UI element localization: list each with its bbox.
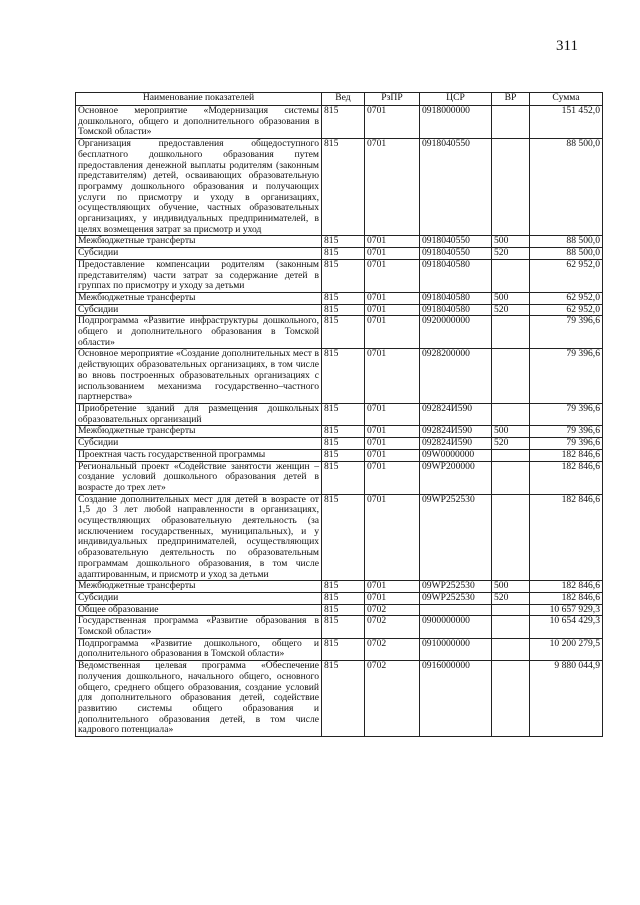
cell-rzpr: 0701: [365, 438, 420, 450]
cell-csr: 092824И590: [420, 438, 492, 450]
table-row: [76, 403, 603, 425]
cell-csr: 0918000000: [420, 106, 492, 139]
cell-csr: 0918040550: [420, 139, 492, 236]
cell-rzpr: 0702: [365, 616, 420, 638]
cell-sum: 182 846,6: [530, 494, 603, 581]
cell-name: Создание дополнительных мест для детей в возрасте от 1,5 до 3 лет любой направленности в организациях, осуществляющих образовательную деятельность (за исключением государственных, муниципальных), и у индивидуальных предпринимателей, осуществляющих образовательную деятельность по образовательным программам дошкольного образования, в том числе адаптированным, и присмотр и уход за детьми: [76, 494, 322, 581]
cell-rzpr: 0701: [365, 106, 420, 139]
table-row: [76, 604, 603, 616]
table-row: [76, 638, 603, 660]
table-header: [76, 93, 603, 106]
cell-rzpr: 0701: [365, 304, 420, 316]
cell-sum: 79 396,6: [530, 403, 603, 425]
cell-name: Субсидии: [76, 592, 322, 604]
cell-csr: 09WP252530: [420, 494, 492, 581]
cell-csr: 0900000000: [420, 616, 492, 638]
table-row: [76, 438, 603, 450]
cell-name: Субсидии: [76, 304, 322, 316]
cell-sum: 182 846,6: [530, 449, 603, 461]
cell-vr: [492, 316, 530, 349]
cell-ved: 815: [322, 449, 365, 461]
cell-ved: 815: [322, 304, 365, 316]
cell-ved: 815: [322, 106, 365, 139]
cell-csr: 0918040550: [420, 248, 492, 260]
cell-name: Межбюджетные трансферты: [76, 581, 322, 593]
cell-sum: 79 396,6: [530, 349, 603, 404]
cell-name: Подпрограмма «Развитие инфраструктуры дошкольного, общего и дополнительного образования в Томской области»: [76, 316, 322, 349]
cell-sum: 79 396,6: [530, 438, 603, 450]
cell-rzpr: 0701: [365, 426, 420, 438]
cell-rzpr: 0701: [365, 259, 420, 292]
cell-ved: 815: [322, 581, 365, 593]
cell-vr: 520: [492, 438, 530, 450]
header-csr: ЦСР: [420, 93, 492, 106]
table-body: [76, 106, 603, 737]
budget-table: [75, 92, 603, 737]
cell-vr: [492, 449, 530, 461]
cell-name: Межбюджетные трансферты: [76, 292, 322, 304]
cell-ved: 815: [322, 316, 365, 349]
cell-sum: 151 452,0: [530, 106, 603, 139]
cell-vr: [492, 661, 530, 737]
cell-csr: 0918040580: [420, 304, 492, 316]
cell-vr: [492, 494, 530, 581]
cell-vr: 520: [492, 304, 530, 316]
cell-sum: 62 952,0: [530, 304, 603, 316]
cell-vr: [492, 638, 530, 660]
cell-vr: [492, 461, 530, 494]
cell-name: Проектная часть государственной программы: [76, 449, 322, 461]
cell-name: Организация предоставления общедоступного бесплатного дошкольного образования путем предоставления денежной выплаты родителям (законным представителям) детей, осваивающих образовательную программу дошкольного образования и получающих услуги по присмотру и уходу в организациях, осуществляющих обучение, частных образовательных организациях, у индивидуальных предпринимателей, в целях возмещения затрат за присмотр и уход: [76, 139, 322, 236]
cell-csr: 092824И590: [420, 403, 492, 425]
cell-ved: 815: [322, 248, 365, 260]
cell-rzpr: 0701: [365, 139, 420, 236]
cell-csr: 09WP252530: [420, 592, 492, 604]
cell-sum: 10 654 429,3: [530, 616, 603, 638]
table-row: [76, 236, 603, 248]
cell-vr: 500: [492, 292, 530, 304]
cell-sum: 182 846,6: [530, 461, 603, 494]
cell-csr: 0918040580: [420, 292, 492, 304]
cell-ved: 815: [322, 259, 365, 292]
cell-ved: 815: [322, 349, 365, 404]
cell-ved: 815: [322, 236, 365, 248]
cell-sum: 9 880 044,9: [530, 661, 603, 737]
header-vr: ВР: [492, 93, 530, 106]
cell-name: Субсидии: [76, 438, 322, 450]
cell-rzpr: 0701: [365, 494, 420, 581]
cell-sum: 88 500,0: [530, 236, 603, 248]
cell-rzpr: 0702: [365, 661, 420, 737]
cell-name: Субсидии: [76, 248, 322, 260]
cell-vr: [492, 139, 530, 236]
cell-vr: [492, 604, 530, 616]
cell-name: Государственная программа «Развитие образования в Томской области»: [76, 616, 322, 638]
cell-vr: 500: [492, 581, 530, 593]
table-row: [76, 494, 603, 581]
table-row: [76, 581, 603, 593]
cell-vr: 520: [492, 592, 530, 604]
cell-csr: 092824И590: [420, 426, 492, 438]
cell-csr: 0928200000: [420, 349, 492, 404]
cell-ved: 815: [322, 661, 365, 737]
cell-csr: 0918040550: [420, 236, 492, 248]
header-sum: Сумма: [530, 93, 603, 106]
table-row: [76, 106, 603, 139]
header-name: Наименование показателей: [76, 93, 322, 106]
cell-name: Приобретение зданий для размещения дошкольных образовательных организаций: [76, 403, 322, 425]
cell-rzpr: 0701: [365, 592, 420, 604]
cell-ved: 815: [322, 592, 365, 604]
cell-ved: 815: [322, 426, 365, 438]
cell-csr: [420, 604, 492, 616]
table-row: [76, 304, 603, 316]
cell-name: Общее образование: [76, 604, 322, 616]
cell-ved: 815: [322, 461, 365, 494]
cell-vr: [492, 403, 530, 425]
cell-csr: 0916000000: [420, 661, 492, 737]
header-rzpr: РзПР: [365, 93, 420, 106]
cell-rzpr: 0701: [365, 248, 420, 260]
table-row: [76, 449, 603, 461]
cell-csr: 09W0000000: [420, 449, 492, 461]
table-row: [76, 139, 603, 236]
table-row: [76, 461, 603, 494]
cell-vr: 500: [492, 426, 530, 438]
cell-rzpr: 0701: [365, 236, 420, 248]
cell-ved: 815: [322, 292, 365, 304]
cell-rzpr: 0701: [365, 403, 420, 425]
cell-csr: 09WP200000: [420, 461, 492, 494]
cell-name: Межбюджетные трансферты: [76, 426, 322, 438]
cell-ved: 815: [322, 139, 365, 236]
cell-name: Подпрограмма «Развитие дошкольного, общего и дополнительного образования в Томской области»: [76, 638, 322, 660]
table-row: [76, 259, 603, 292]
cell-rzpr: 0702: [365, 604, 420, 616]
cell-vr: [492, 106, 530, 139]
cell-ved: 815: [322, 638, 365, 660]
cell-sum: 10 200 279,5: [530, 638, 603, 660]
cell-csr: 09WP252530: [420, 581, 492, 593]
cell-name: Предоставление компенсации родителям (законным представителям) части затрат за содержание детей в группах по присмотру и уходу за детьми: [76, 259, 322, 292]
cell-vr: 500: [492, 236, 530, 248]
table-row: [76, 248, 603, 260]
page-number: 311: [556, 38, 578, 54]
cell-rzpr: 0702: [365, 638, 420, 660]
header-ved: Вед: [322, 93, 365, 106]
cell-vr: 520: [492, 248, 530, 260]
cell-rzpr: 0701: [365, 461, 420, 494]
cell-sum: 182 846,6: [530, 592, 603, 604]
cell-rzpr: 0701: [365, 349, 420, 404]
cell-ved: 815: [322, 403, 365, 425]
cell-rzpr: 0701: [365, 292, 420, 304]
cell-ved: 815: [322, 604, 365, 616]
cell-csr: 0918040580: [420, 259, 492, 292]
cell-ved: 815: [322, 616, 365, 638]
cell-sum: 62 952,0: [530, 292, 603, 304]
header-row: [76, 93, 603, 106]
cell-ved: 815: [322, 438, 365, 450]
cell-name: Основное мероприятие «Создание дополнительных мест в действующих образовательных организациях, в том числе во вновь построенных образовательных организациях с использованием механизма государственно–частного партнерства»: [76, 349, 322, 404]
table-row: [76, 349, 603, 404]
cell-sum: 88 500,0: [530, 248, 603, 260]
table-row: [76, 426, 603, 438]
cell-rzpr: 0701: [365, 316, 420, 349]
cell-name: Региональный проект «Содействие занятости женщин – создание условий дошкольного образования детей в возрасте до трех лет»: [76, 461, 322, 494]
cell-sum: 79 396,6: [530, 316, 603, 349]
cell-sum: 88 500,0: [530, 139, 603, 236]
table-row: [76, 616, 603, 638]
cell-vr: [492, 349, 530, 404]
table-row: [76, 292, 603, 304]
cell-csr: 0910000000: [420, 638, 492, 660]
cell-name: Основное мероприятие «Модернизация системы дошкольного, общего и дополнительного образования в Томской области»: [76, 106, 322, 139]
cell-name: Межбюджетные трансферты: [76, 236, 322, 248]
cell-name: Ведомственная целевая программа «Обеспечение получения дошкольного, начального общего, основного общего, среднего общего образования, создание условий для дополнительного образования детей, содействие развитию системы общего образования и дополнительного образования детей, в том числе кадрового потенциала»: [76, 661, 322, 737]
cell-sum: 182 846,6: [530, 581, 603, 593]
cell-vr: [492, 259, 530, 292]
cell-vr: [492, 616, 530, 638]
cell-rzpr: 0701: [365, 581, 420, 593]
cell-rzpr: 0701: [365, 449, 420, 461]
cell-sum: 10 657 929,3: [530, 604, 603, 616]
cell-sum: 79 396,6: [530, 426, 603, 438]
cell-ved: 815: [322, 494, 365, 581]
cell-csr: 0920000000: [420, 316, 492, 349]
table-row: [76, 592, 603, 604]
table-row: [76, 316, 603, 349]
cell-sum: 62 952,0: [530, 259, 603, 292]
table-row: [76, 661, 603, 737]
